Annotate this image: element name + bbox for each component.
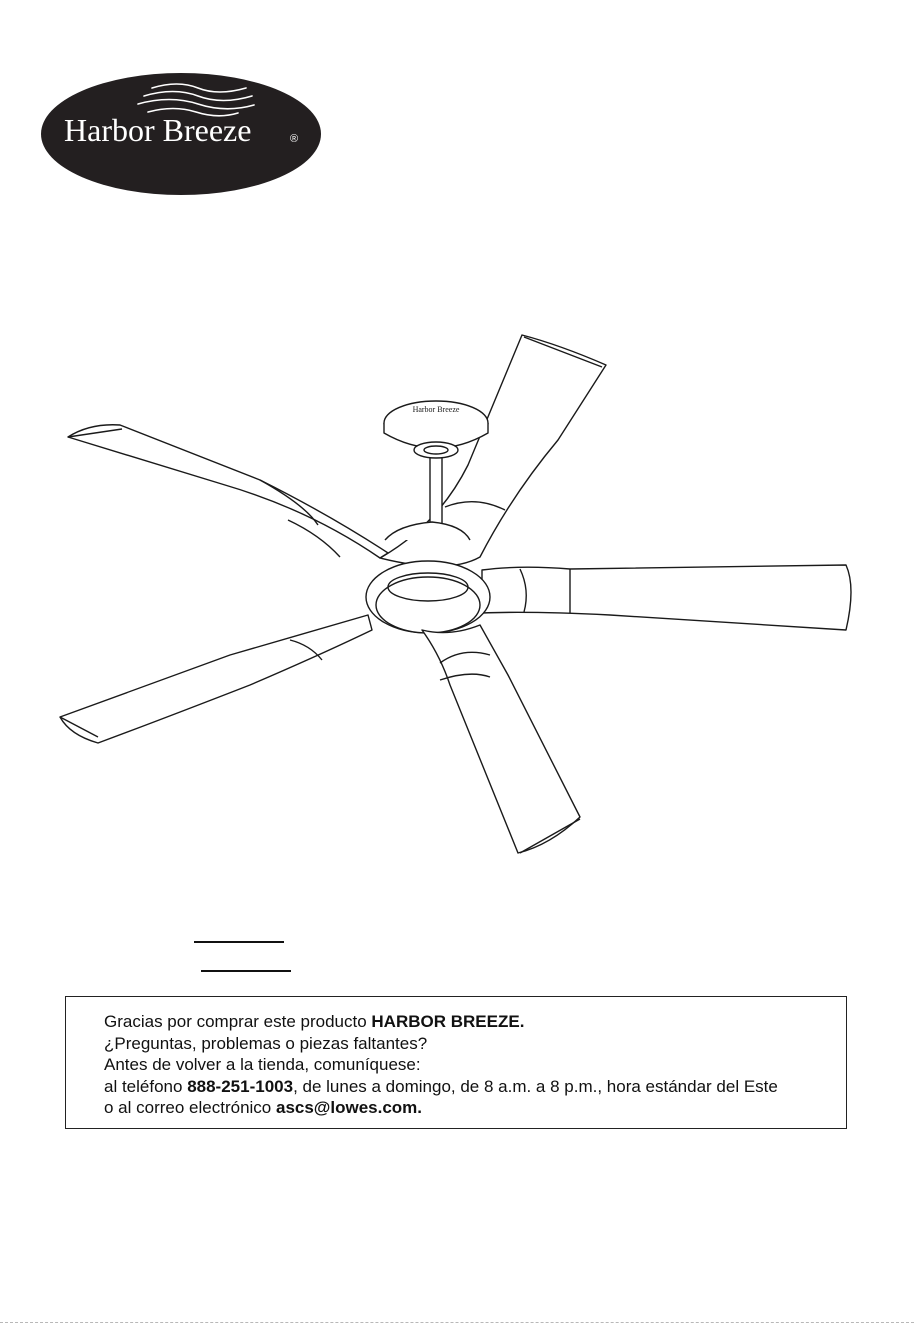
fan-blade-upper-left: [68, 425, 388, 558]
canopy-logo-text: Harbor Breeze: [412, 405, 460, 414]
harbor-breeze-logo: [40, 72, 322, 196]
email-address: ascs@lowes.com.: [275, 1098, 423, 1117]
fan-blade-right: [482, 565, 851, 630]
page-cut-line: [0, 1322, 914, 1323]
questions-line: ¿Preguntas, problemas o piezas faltantes?: [104, 1033, 428, 1053]
contact-text: [104, 1011, 778, 1119]
phone-number: 888-251-1003: [187, 1076, 294, 1096]
logo-wordmark: Harbor Breeze: [64, 112, 252, 148]
fill-in-blank-line: [194, 941, 284, 943]
fan-blade-lower: [422, 625, 580, 853]
before-return-line: Antes de volver a la tienda, comuníquese:: [104, 1055, 421, 1074]
phone-line: al teléfono 888-251-1003, de lunes a domingo, de 8 a.m. a 8 p.m., hora estándar del Este: [104, 1076, 778, 1096]
customer-service-box: [65, 996, 847, 1129]
registered-mark: ®: [290, 133, 299, 145]
ceiling-fan-illustration: [50, 325, 860, 860]
email-line: o al correo electrónico ascs@lowes.com.: [104, 1098, 423, 1117]
fan-blade-lower-left: [60, 615, 372, 743]
fill-in-blank-line: [201, 970, 291, 972]
brand-name: HARBOR BREEZE.: [371, 1012, 525, 1031]
thank-you-line: Gracias por comprar este producto HARBOR BREEZE.: [104, 1012, 525, 1031]
